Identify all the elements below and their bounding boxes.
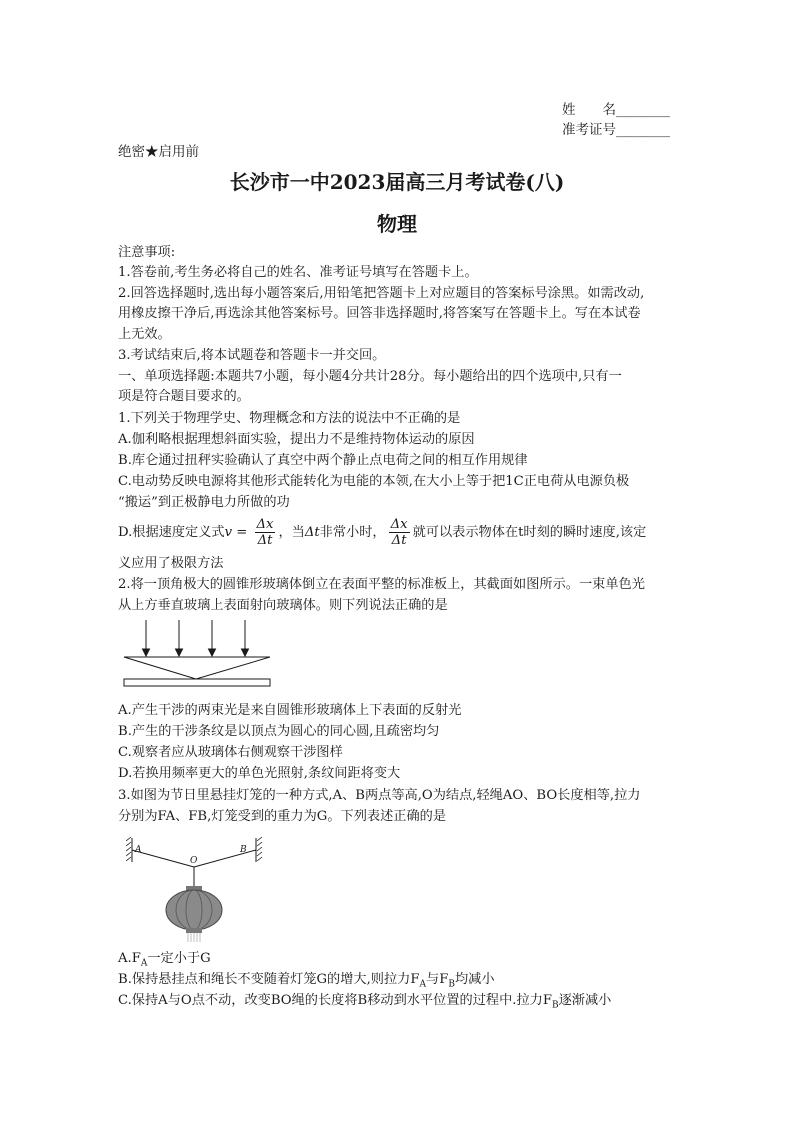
label-b: B <box>240 845 247 855</box>
notes-item-2b: 用橡皮擦干净后,再选涂其他答案标号。回答非选择题时,将答案写在答题卡上。写在本试卷 <box>118 306 641 321</box>
q2-stem-2: 从上方垂直玻璃上表面射向玻璃体。则下列说法正确的是 <box>118 598 448 613</box>
lantern <box>166 886 222 942</box>
q2-option-d: D.若换用频率更大的单色光照射,条纹间距将变大 <box>118 766 401 781</box>
q3-b-post: 均减小 <box>454 972 495 987</box>
q1-option-c-2: “搬运”到正极静电力所做的功 <box>118 495 290 510</box>
q3-lantern-diagram <box>126 832 266 944</box>
q1-option-b: B.库仑通过扭秤实验确认了真空中两个静止点电荷之间的相互作用规律 <box>118 453 528 468</box>
rope-bo <box>194 850 256 867</box>
name-label: 姓 名 <box>562 102 616 118</box>
q1-stem: 1.下列关于物理学史、物理概念和方法的说法中不正确的是 <box>118 411 461 426</box>
q1-d-eq: = <box>232 525 252 540</box>
q3-c-post: 逐渐减小 <box>558 993 612 1008</box>
q3-stem-1: 3.如图为节日里悬挂灯笼的一种方式,A、B两点等高,O为结点,轻绳AO、BO长度相等,拉力 <box>118 788 641 803</box>
q3-stem-2: 分别为FA、FB,灯笼受到的重力为G。下列表述正确的是 <box>118 809 447 824</box>
q3-a-sub: A <box>140 958 148 969</box>
q3-c-prefix: C.保持A与O点不动，改变BO绳的长度将B移动到水平位置的过程中.拉力F <box>118 993 552 1008</box>
q1-d-mid-1: ，当 <box>278 525 305 540</box>
q1-option-a: A.伽利略根据理想斜面实验，提出力不是维持物体运动的原因 <box>118 432 475 447</box>
q1-d-fraction-2 <box>389 517 410 548</box>
q3-option-a <box>118 950 678 973</box>
q1-d-den-2: Δt <box>391 533 407 548</box>
q3-a-prefix: A.F <box>118 951 141 966</box>
q1-option-c-1: C.电动势反映电源将其他形式能转化为电能的本领,在大小上等于把1C正电荷从电源负极 <box>118 474 630 489</box>
q1-d-den-1: Δt <box>257 533 273 548</box>
q3-a-post: 一定小于G <box>147 951 211 966</box>
q3-option-c <box>118 992 678 1015</box>
name-blank: ________ <box>616 102 670 118</box>
subject-title: 物理 <box>377 212 417 236</box>
q1-d-num-2: Δx <box>390 517 408 532</box>
label-a: A <box>135 845 142 855</box>
name-field <box>562 98 670 118</box>
notes-item-3: 3.考试结束后,将本试题卷和答题卡一并交回。 <box>118 348 386 363</box>
q3-option-b <box>118 971 678 994</box>
q2-option-a: A.产生干涉的两束光是来自圆锥形玻璃体上下表面的反射光 <box>118 703 462 718</box>
notes-heading: 注意事项: <box>118 245 176 260</box>
q3-b-sub-1: A <box>419 979 427 990</box>
exam-id-field <box>562 118 670 138</box>
section-1-line-a: 一、单项选择题:本题共7小题，每小题4分共计28分。每小题给出的四个选项中,只有一 <box>118 369 622 384</box>
secret-mark: 绝密★启用前 <box>118 144 199 160</box>
incident-light-rays <box>146 620 245 654</box>
q1-d-dt: Δt <box>304 525 320 540</box>
exam-id-blank: ________ <box>616 122 670 138</box>
q3-b-mid: 与F <box>426 972 449 987</box>
section-1-line-b: 项是符合题目要求的。 <box>118 389 250 404</box>
q2-glass-cone-diagram <box>118 618 278 694</box>
glass-cone <box>124 657 270 679</box>
q1-d-num-1: Δx <box>256 517 274 532</box>
exam-id-label: 准考证号 <box>562 122 616 138</box>
q2-option-c: C.观察者应从玻璃体右侧观察干涉图样 <box>118 745 343 760</box>
label-o: O <box>190 856 198 866</box>
exam-title: 长沙市一中2023届高三月考试卷(八) <box>229 170 565 194</box>
q3-b-sub-2: B <box>448 979 455 990</box>
notes-item-2a: 2.回答选择题时,选出每小题答案后,用铅笔把答题卡上对应题目的答案标号涂黑。如需改动, <box>118 286 645 301</box>
q2-stem-1: 2.将一顶角极大的圆锥形玻璃体倒立在表面平整的标准板上，其截面如图所示。一束单色光 <box>118 577 645 592</box>
notes-item-2c: 上无效。 <box>118 327 171 342</box>
q1-d-v: v <box>224 525 233 540</box>
q1-option-d-2: 义应用了极限方法 <box>118 556 224 571</box>
q3-c-sub: B <box>552 1000 559 1011</box>
q2-option-b: B.产生的干涉条纹是以顶点为圆心的同心圆,且疏密均匀 <box>118 724 440 739</box>
q1-d-fraction-1 <box>255 517 276 548</box>
q1-d-mid-2: 非常小时， <box>319 525 386 540</box>
q3-b-prefix: B.保持悬挂点和绳长不变随着灯笼G的增大,则拉力F <box>118 972 420 987</box>
standard-plate <box>124 679 270 686</box>
q1-option-d <box>118 516 678 550</box>
notes-item-1: 1.答卷前,考生务必将自己的姓名、准考证号填写在答题卡上。 <box>118 265 478 280</box>
q1-d-post: 就可以表示物体在t时刻的瞬时速度,该定 <box>412 525 647 540</box>
q1-d-prefix: D.根据速度定义式 <box>118 525 225 540</box>
